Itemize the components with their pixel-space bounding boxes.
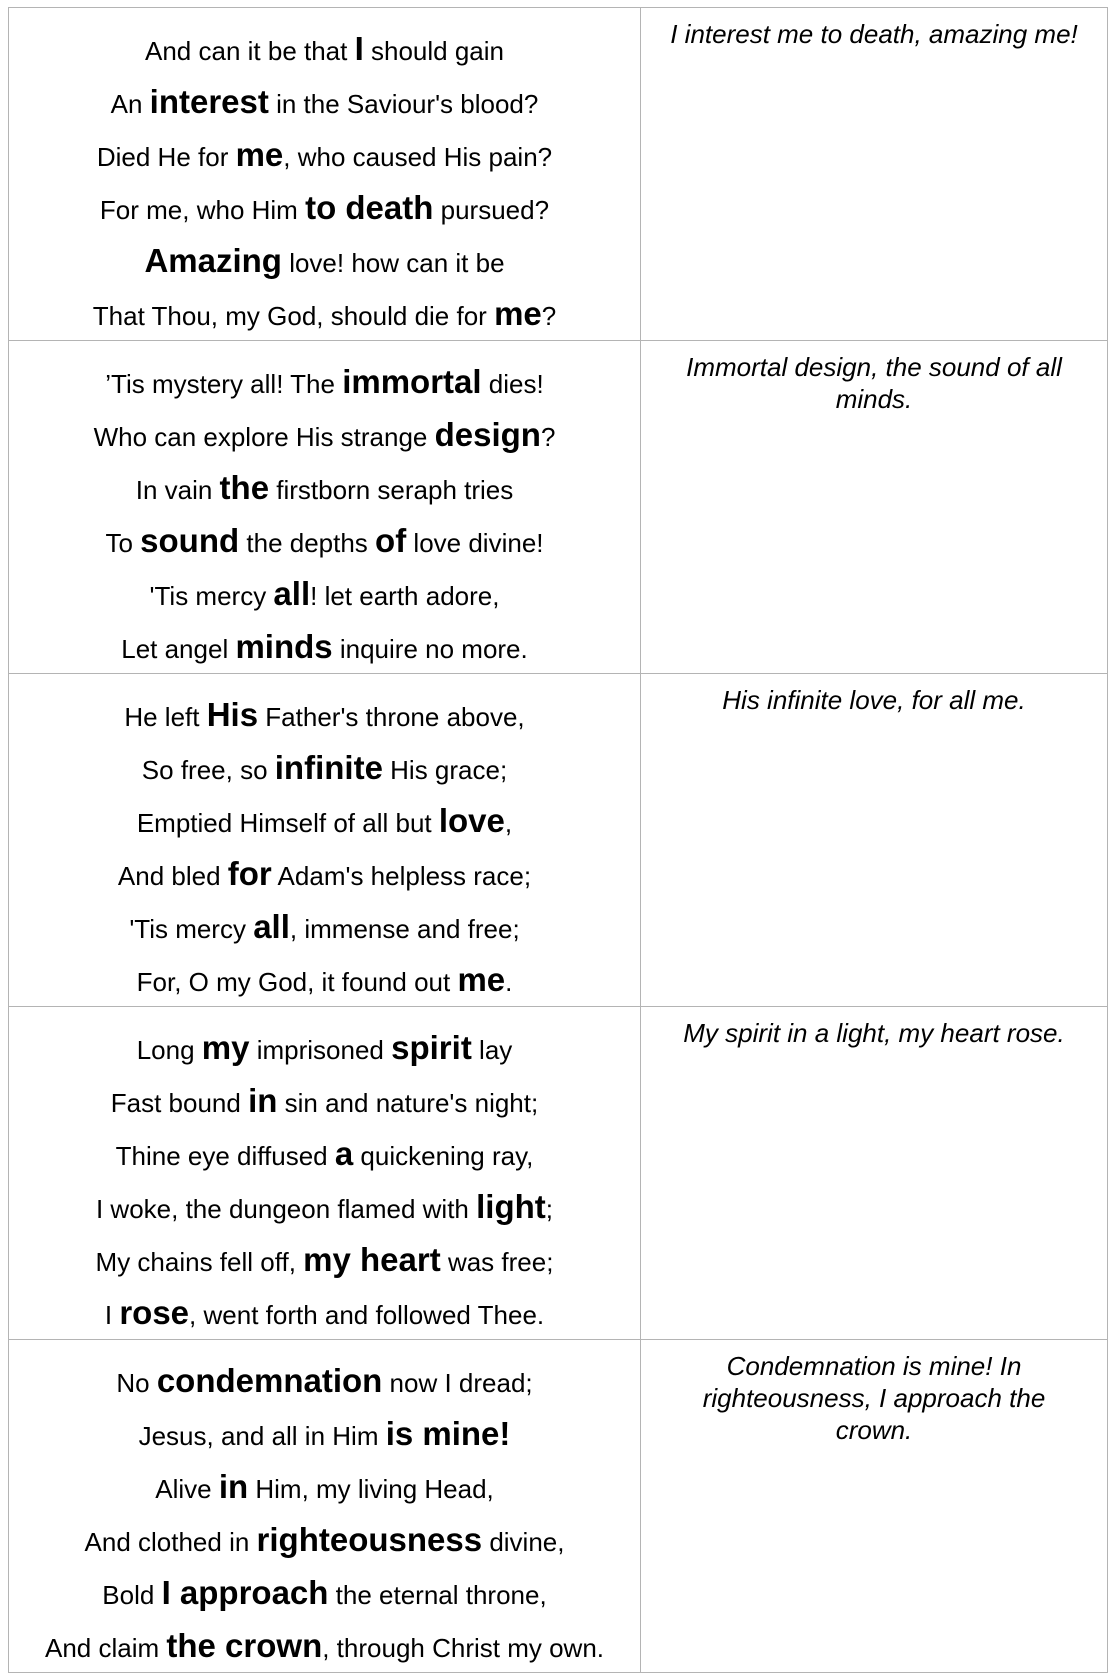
verse-line — [9, 847, 640, 900]
verse-line — [9, 287, 640, 340]
erasure-word: the — [219, 469, 270, 506]
verse-line — [9, 1619, 640, 1672]
verse-text: In vain — [135, 475, 220, 505]
erasure-word: His — [206, 696, 259, 733]
erasure-word: a — [334, 1135, 354, 1172]
erasure-word: immortal — [342, 363, 482, 400]
verse — [9, 1007, 640, 1339]
verse-line — [9, 234, 640, 287]
verse-line — [9, 514, 640, 567]
verse-text: ? — [541, 301, 557, 331]
verse-text: the eternal throne, — [328, 1580, 547, 1610]
verse-line — [9, 953, 640, 1006]
erasure-word: me — [457, 961, 506, 998]
verse-text: Died He for — [96, 142, 236, 172]
verse-text: Bold — [102, 1580, 162, 1610]
verse-text: Emptied Himself of all but — [136, 808, 439, 838]
verse-text: ’Tis mystery all! The — [105, 369, 343, 399]
erasure-text: I interest me to death, amazing me! — [670, 19, 1078, 49]
erasure-word: is mine! — [385, 1415, 511, 1452]
verse-line — [9, 688, 640, 741]
verse-text: imprisoned — [249, 1035, 392, 1065]
verse-text: the depths — [239, 528, 376, 558]
verse-text: Thine eye diffused — [115, 1141, 335, 1171]
verse-text: And clothed in — [84, 1527, 257, 1557]
erasure-cell — [641, 8, 1108, 341]
verse-text: Fast bound — [110, 1088, 249, 1118]
verse-text: And can it be that — [145, 36, 355, 66]
verse-text: I — [104, 1300, 120, 1330]
verse-text: Alive — [155, 1474, 219, 1504]
verse-text: ? — [540, 422, 556, 452]
verse-text: love divine! — [406, 528, 544, 558]
erasure-word: interest — [149, 83, 269, 120]
erasure-cell — [641, 674, 1108, 1007]
verse-text: divine, — [482, 1527, 565, 1557]
stanza-row-3 — [9, 674, 1108, 1007]
verse-text: ! let earth adore, — [310, 581, 500, 611]
verse-text: He left — [124, 702, 207, 732]
erasure-word: in — [248, 1082, 278, 1119]
verse-text: ; — [545, 1194, 553, 1224]
verse-line — [9, 461, 640, 514]
verse-line — [9, 1354, 640, 1407]
verse-cell — [9, 8, 641, 341]
verse-cell — [9, 1340, 641, 1673]
verse-text: now I dread; — [382, 1368, 533, 1398]
verse-text: 'Tis mercy — [149, 581, 274, 611]
erasure-word: my — [201, 1029, 250, 1066]
verse-cell — [9, 1007, 641, 1340]
verse-line — [9, 1233, 640, 1286]
verse-text: . — [505, 967, 513, 997]
verse-text: Who can explore His strange — [93, 422, 435, 452]
erasure-word: to death — [305, 189, 434, 226]
stanza-row-2 — [9, 341, 1108, 674]
verse-line — [9, 620, 640, 673]
erasure-text: My spirit in a light, my heart rose. — [683, 1018, 1065, 1048]
erasure-word: me — [494, 295, 542, 332]
verse-line — [9, 408, 640, 461]
verse-text: His grace; — [382, 755, 508, 785]
erasure-word: spirit — [391, 1029, 472, 1066]
erasure-cell — [641, 1007, 1108, 1340]
verse-text: firstborn seraph tries — [269, 475, 514, 505]
verse-line — [9, 1513, 640, 1566]
verse-text: , who caused His pain? — [283, 142, 553, 172]
verse-text: That Thou, my God, should die for — [92, 301, 495, 331]
erasure-word: minds — [235, 628, 333, 665]
erasure-word: my heart — [303, 1241, 441, 1278]
verse — [9, 674, 640, 1006]
verse-text: Adam's helpless race; — [271, 861, 532, 891]
verse-line — [9, 1566, 640, 1619]
verse-text: Father's throne above, — [258, 702, 525, 732]
verse-line — [9, 355, 640, 408]
verse — [9, 8, 640, 340]
erasure-word: condemnation — [156, 1362, 383, 1399]
verse-line — [9, 900, 640, 953]
verse-text: My chains fell off, — [95, 1247, 304, 1277]
verse-line — [9, 567, 640, 620]
verse-line — [9, 128, 640, 181]
verse-line — [9, 1074, 640, 1127]
erasure-word: all — [273, 575, 311, 612]
table-body — [9, 8, 1108, 1673]
verse-text: dies! — [481, 369, 544, 399]
verse — [9, 341, 640, 673]
verse-line — [9, 22, 640, 75]
verse-text: Long — [136, 1035, 202, 1065]
verse-line — [9, 794, 640, 847]
verse-cell — [9, 674, 641, 1007]
stanza-row-1 — [9, 8, 1108, 341]
erasure-word: design — [434, 416, 541, 453]
erasure-word: all — [253, 908, 290, 945]
verse-text: No — [116, 1368, 157, 1398]
verse-text: sin and nature's night; — [277, 1088, 539, 1118]
verse-text: And claim — [44, 1633, 167, 1663]
verse-line — [9, 741, 640, 794]
erasure-cell — [641, 341, 1108, 674]
verse-line — [9, 1407, 640, 1460]
verse-text: Him, my living Head, — [248, 1474, 494, 1504]
erasure-word: righteousness — [256, 1521, 483, 1558]
verse-line — [9, 1180, 640, 1233]
verse-line — [9, 1286, 640, 1339]
verse-text: , through Christ my own. — [322, 1633, 605, 1663]
verse-text: 'Tis mercy — [129, 914, 254, 944]
erasure-word: rose — [119, 1294, 190, 1331]
stanza-row-4 — [9, 1007, 1108, 1340]
erasure-word: for — [227, 855, 272, 892]
erasure-text: His infinite love, for all me. — [722, 685, 1026, 715]
erasure-word: love — [438, 802, 505, 839]
hymn-erasure-table — [8, 7, 1108, 1673]
verse-text: love! how can it be — [281, 248, 505, 278]
verse-text: in the Saviour's blood? — [268, 89, 539, 119]
erasure-word: me — [235, 136, 284, 173]
erasure-word: of — [375, 522, 407, 559]
erasure-word: the crown — [166, 1627, 323, 1664]
verse-text: So free, so — [141, 755, 275, 785]
stanza-row-5 — [9, 1340, 1108, 1673]
verse-text: And bled — [117, 861, 228, 891]
verse-text: To — [105, 528, 141, 558]
erasure-word: I — [354, 30, 364, 67]
verse-line — [9, 181, 640, 234]
verse-line — [9, 1021, 640, 1074]
verse-text: An — [110, 89, 150, 119]
erasure-word: sound — [140, 522, 240, 559]
verse-text: I woke, the dungeon flamed with — [95, 1194, 477, 1224]
erasure-word: Amazing — [144, 242, 282, 279]
verse-text: should gain — [363, 36, 504, 66]
verse-text: , immense and free; — [289, 914, 520, 944]
erasure-word: in — [218, 1468, 249, 1505]
verse-text: inquire no more. — [332, 634, 528, 664]
erasure-text: Condemnation is mine! In righteousness, I approach the crown. — [702, 1351, 1046, 1445]
verse-text: For me, who Him — [99, 195, 306, 225]
verse-text: quickening ray, — [353, 1141, 534, 1171]
verse-text: lay — [471, 1035, 513, 1065]
verse-cell — [9, 341, 641, 674]
erasure-word: light — [476, 1188, 546, 1225]
erasure-word: I approach — [161, 1574, 329, 1611]
erasure-word: infinite — [274, 749, 383, 786]
verse-text: Jesus, and all in Him — [138, 1421, 386, 1451]
erasure-cell — [641, 1340, 1108, 1673]
verse-line — [9, 1127, 640, 1180]
verse-text: was free; — [440, 1247, 554, 1277]
verse-text: For, O my God, it found out — [136, 967, 458, 997]
verse-text: , went forth and followed Thee. — [189, 1300, 545, 1330]
verse — [9, 1340, 640, 1672]
erasure-text: Immortal design, the sound of all minds. — [686, 352, 1062, 414]
verse-text: , — [504, 808, 513, 838]
verse-line — [9, 75, 640, 128]
verse-line — [9, 1460, 640, 1513]
verse-text: Let angel — [121, 634, 236, 664]
verse-text: pursued? — [433, 195, 550, 225]
